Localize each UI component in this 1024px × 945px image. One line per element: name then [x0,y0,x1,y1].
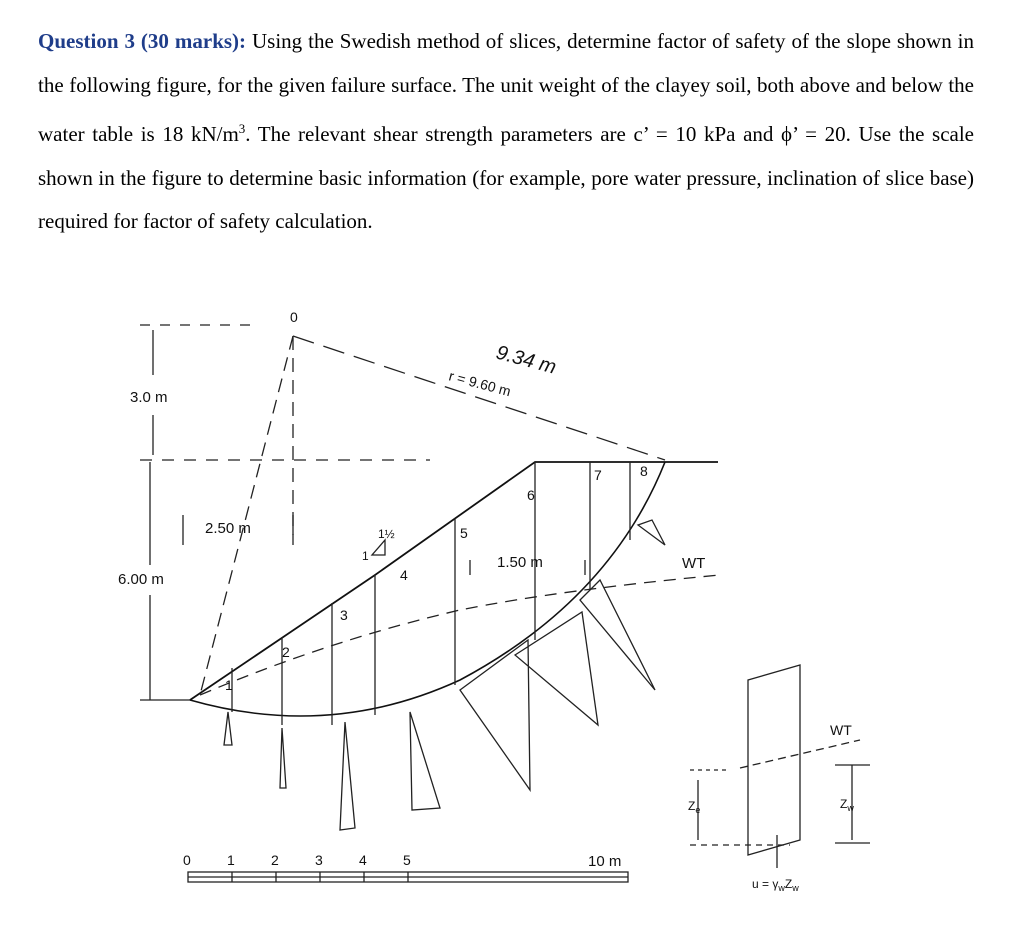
slice-label-5: 5 [460,525,468,541]
scale-tick-4: 4 [359,852,367,868]
dim-150-label: 1.50 m [497,554,543,571]
center-label: 0 [290,309,298,325]
slice-label-6: 6 [527,487,535,503]
detail-zw-label: $Z_w$ [840,797,854,813]
question-body-part1: Using the Swedish method of slices, determine factor of safety of the slope shown in the following figure, for the given failure surface. The unit weight of the clayey soil, both above and below the water table is 18 kN/m [38,29,974,146]
slice-label-4: 4 [400,567,408,583]
dim-3m-label: 3.0 m [130,389,168,406]
scale-tick-3: 3 [315,852,323,868]
detail-ze-label: $Z_e$ [688,799,701,815]
slope-one-label: 1 [362,549,369,563]
dim-250-label: 2.50 m [205,520,251,537]
slice-label-1: 1 [225,677,233,693]
slope-ratio-label: 1½ [378,527,395,541]
slice-label-3: 3 [340,607,348,623]
scale-end-label: 10 m [588,853,622,870]
unit-superscript: 3 [238,121,246,136]
detail-wt-label: WT [830,722,852,738]
water-table-label: WT [682,555,706,572]
question-body-part2: . The relevant shear strength parameters are c’ = 10 kPa and ϕ’ = 20. Use the scale shown in the figure to determine basic information (for example, pore water pressure, inclination of slice base) required for factor of safety calculation. [38,122,974,233]
question-text [38,20,974,244]
slice-label-7: 7 [594,467,602,483]
question-heading: Question 3 (30 marks): [38,29,247,53]
scale-tick-2: 2 [271,852,279,868]
scale-tick-0: 0 [183,852,191,868]
slope-figure [0,290,1024,945]
slice-label-8: 8 [640,463,648,479]
scale-tick-1: 1 [227,852,235,868]
radius-handwritten: 9.34 m [493,341,559,379]
slice-label-2: 2 [282,644,290,660]
radius-printed: r = 9.60 m [447,367,513,400]
detail-formula: $u = \gamma_wZ_w$ [752,877,799,893]
scale-tick-5: 5 [403,852,411,868]
dim-6m-label: 6.00 m [118,571,164,588]
